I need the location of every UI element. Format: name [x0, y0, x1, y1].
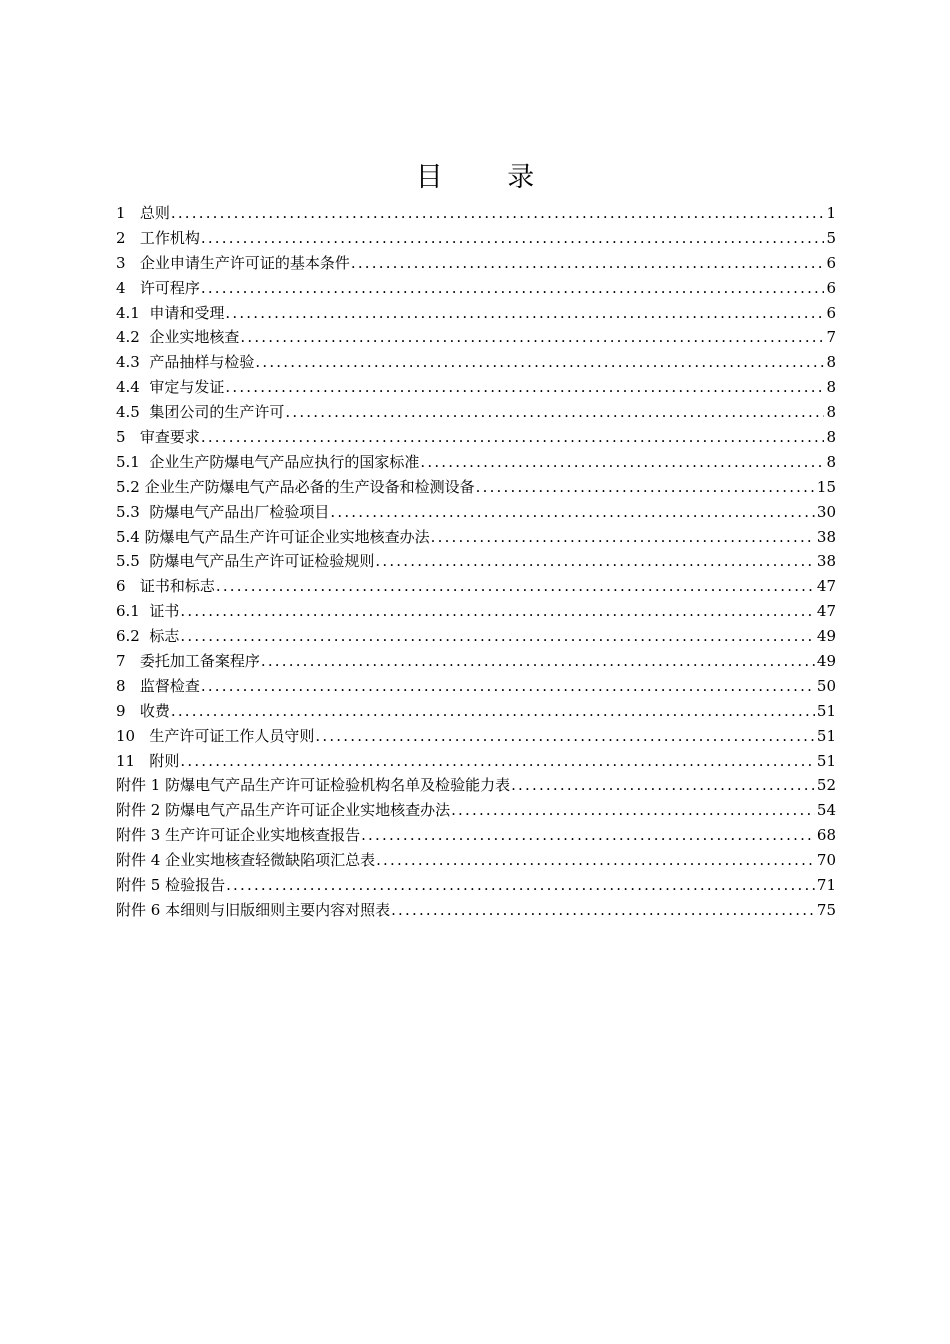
- toc-dot-leader: [225, 301, 824, 326]
- toc-entry[interactable]: [116, 450, 836, 475]
- toc-dot-leader: [201, 425, 825, 450]
- toc-entry[interactable]: [116, 873, 836, 898]
- toc-dot-leader: [315, 724, 815, 749]
- toc-entry-page-number: 8: [826, 452, 836, 471]
- toc-entry[interactable]: [116, 400, 836, 425]
- toc-entry[interactable]: [116, 301, 836, 326]
- toc-entry-page-number: 49: [816, 652, 836, 671]
- toc-entry[interactable]: [116, 350, 836, 375]
- toc-dot-leader: [240, 325, 824, 350]
- toc-entry-page-number: 8: [826, 403, 836, 422]
- table-of-contents: [116, 201, 836, 923]
- toc-entry-page-number: 51: [816, 751, 836, 770]
- toc-entry-page-number: 47: [816, 577, 836, 596]
- toc-entry-page-number: 75: [816, 900, 836, 919]
- toc-entry-label: 6.1 证书: [116, 602, 180, 621]
- toc-entry-page-number: 70: [816, 851, 836, 870]
- toc-entry[interactable]: [116, 898, 836, 923]
- toc-dot-leader: [375, 549, 815, 574]
- toc-entry-page-number: 1: [826, 204, 836, 222]
- toc-entry[interactable]: [116, 599, 836, 624]
- toc-entry-label: 4.2 企业实地核查: [116, 328, 240, 347]
- page-title: 目 录: [415, 162, 563, 193]
- toc-entry[interactable]: [116, 574, 836, 599]
- toc-entry-label: 5.4 防爆电气产品生产许可证企业实地核查办法: [116, 527, 430, 546]
- toc-entry[interactable]: [116, 798, 836, 823]
- toc-entry-label: 4.5 集团公司的生产许可: [116, 403, 285, 422]
- toc-entry-page-number: 49: [816, 627, 836, 646]
- toc-entry[interactable]: [116, 375, 836, 400]
- toc-dot-leader: [226, 873, 815, 898]
- toc-entry-label: 4 许可程序: [116, 278, 200, 297]
- toc-dot-leader: [351, 251, 825, 276]
- toc-entry[interactable]: [116, 848, 836, 873]
- toc-entry[interactable]: [116, 325, 836, 350]
- toc-entry-label: 5.1 企业生产防爆电气产品应执行的国家标准: [116, 452, 420, 471]
- toc-entry-page-number: 6: [826, 253, 836, 272]
- toc-dot-leader: [201, 226, 825, 251]
- toc-entry[interactable]: [116, 674, 836, 699]
- toc-entry-label: 附件 3 生产许可证企业实地核查报告: [116, 826, 361, 845]
- toc-dot-leader: [225, 375, 824, 400]
- toc-entry[interactable]: [116, 749, 836, 774]
- toc-entry-label: 5.5 防爆电气产品生产许可证检验规则: [116, 552, 375, 571]
- toc-dot-leader: [261, 649, 815, 674]
- toc-entry-page-number: 38: [816, 527, 836, 546]
- toc-entry[interactable]: [116, 773, 836, 798]
- toc-dot-leader: [180, 749, 815, 774]
- toc-entry[interactable]: [116, 425, 836, 450]
- toc-entry-page-number: 15: [816, 477, 836, 496]
- toc-dot-leader: [171, 699, 815, 724]
- toc-entry-label: 6 证书和标志: [116, 577, 215, 596]
- toc-entry-page-number: 51: [816, 701, 836, 720]
- toc-entry-label: 6.2 标志: [116, 627, 180, 646]
- toc-entry-page-number: 54: [816, 801, 836, 820]
- toc-entry-page-number: 68: [816, 826, 836, 845]
- toc-dot-leader: [511, 773, 815, 798]
- toc-entry[interactable]: [116, 549, 836, 574]
- toc-entry-label: 附件 2 防爆电气产品生产许可证企业实地核查办法: [116, 801, 451, 820]
- toc-dot-leader: [216, 574, 815, 599]
- toc-entry-page-number: 8: [826, 353, 836, 372]
- toc-entry[interactable]: [116, 276, 836, 301]
- toc-entry[interactable]: [116, 251, 836, 276]
- toc-dot-leader: [180, 624, 815, 649]
- toc-entry[interactable]: [116, 649, 836, 674]
- toc-entry-page-number: 47: [816, 602, 836, 621]
- toc-entry-label: 附件 6 本细则与旧版细则主要内容对照表: [116, 900, 391, 919]
- toc-dot-leader: [451, 798, 815, 823]
- toc-entry[interactable]: [116, 201, 836, 226]
- toc-entry-label: 4.4 审定与发证: [116, 378, 225, 397]
- toc-entry-page-number: 8: [826, 378, 836, 397]
- toc-entry-label: 7 委托加工备案程序: [116, 652, 260, 671]
- toc-entry-label: 3 企业申请生产许可证的基本条件: [116, 253, 350, 272]
- toc-entry-label: 4.1 申请和受理: [116, 303, 225, 322]
- toc-entry-label: 11 附则: [116, 751, 180, 770]
- toc-dot-leader: [361, 823, 815, 848]
- toc-entry-label: 附件 1 防爆电气产品生产许可证检验机构名单及检验能力表: [116, 776, 511, 795]
- toc-entry-page-number: 52: [816, 776, 836, 795]
- toc-entry-label: 1 总则: [116, 204, 170, 222]
- toc-entry[interactable]: [116, 475, 836, 500]
- toc-entry-label: 9 收费: [116, 701, 170, 720]
- toc-dot-leader: [431, 525, 815, 550]
- toc-entry-page-number: 38: [816, 552, 836, 571]
- toc-entry-label: 2 工作机构: [116, 228, 200, 247]
- toc-entry[interactable]: [116, 823, 836, 848]
- toc-dot-leader: [255, 350, 824, 375]
- toc-entry-label: 5.2 企业生产防爆电气产品必备的生产设备和检测设备: [116, 477, 475, 496]
- toc-dot-leader: [476, 475, 815, 500]
- toc-entry-label: 8 监督检查: [116, 676, 200, 695]
- toc-dot-leader: [285, 400, 824, 425]
- toc-entry-label: 5 审查要求: [116, 428, 200, 447]
- toc-entry-label: 4.3 产品抽样与检验: [116, 353, 255, 372]
- toc-entry[interactable]: [116, 624, 836, 649]
- toc-entry-page-number: 7: [826, 328, 836, 347]
- toc-entry-page-number: 6: [826, 278, 836, 297]
- toc-entry-page-number: 8: [826, 428, 836, 447]
- toc-entry[interactable]: [116, 226, 836, 251]
- toc-entry-label: 附件 5 检验报告: [116, 876, 226, 895]
- toc-entry[interactable]: [116, 699, 836, 724]
- toc-entry[interactable]: [116, 500, 836, 525]
- toc-entry[interactable]: [116, 525, 836, 550]
- toc-entry-label: 附件 4 企业实地核查轻微缺陷项汇总表: [116, 851, 376, 870]
- toc-entry[interactable]: [116, 724, 836, 749]
- toc-entry-page-number: 71: [816, 876, 836, 895]
- toc-dot-leader: [180, 599, 815, 624]
- toc-dot-leader: [201, 276, 825, 301]
- toc-dot-leader: [391, 898, 815, 923]
- toc-dot-leader: [376, 848, 815, 873]
- toc-dot-leader: [201, 674, 815, 699]
- toc-dot-leader: [171, 201, 825, 226]
- toc-entry-page-number: 6: [826, 303, 836, 322]
- toc-dot-leader: [330, 500, 815, 525]
- toc-dot-leader: [420, 450, 824, 475]
- toc-entry-label: 10 生产许可证工作人员守则: [116, 726, 315, 745]
- toc-entry-page-number: 30: [816, 502, 836, 521]
- toc-entry-page-number: 51: [816, 726, 836, 745]
- toc-entry-page-number: 50: [816, 676, 836, 695]
- toc-entry-label: 5.3 防爆电气产品出厂检验项目: [116, 502, 330, 521]
- toc-entry-page-number: 5: [826, 228, 836, 247]
